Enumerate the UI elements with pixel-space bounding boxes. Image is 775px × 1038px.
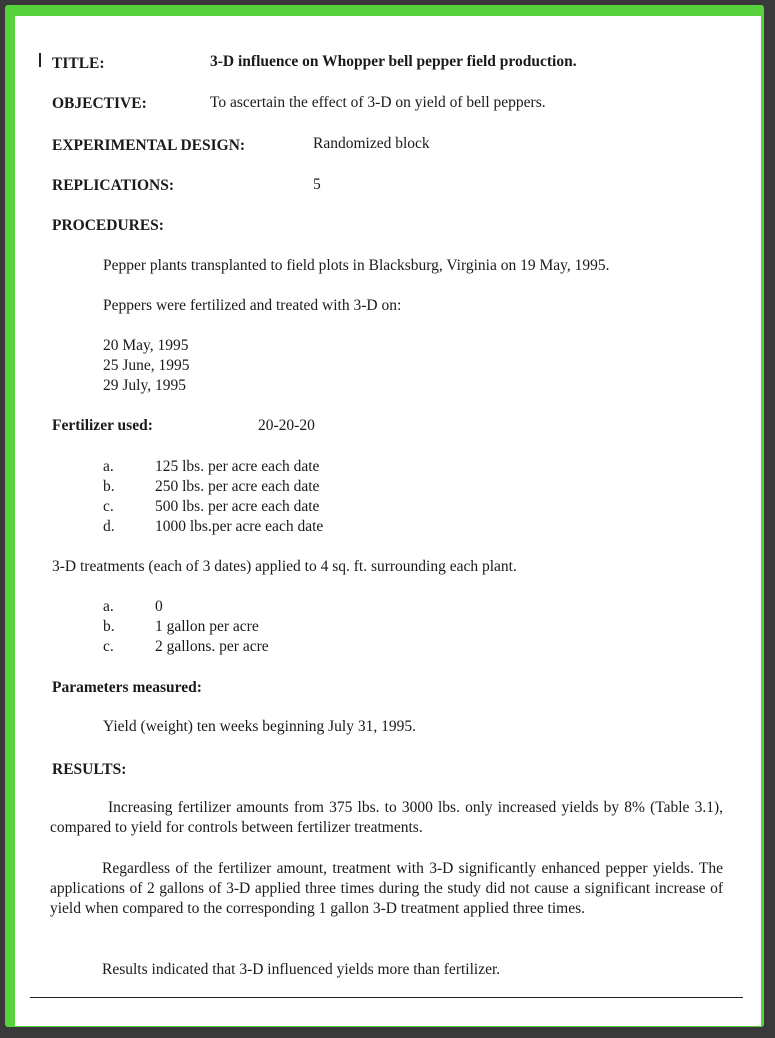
list-item: 1000 lbs.per acre each date xyxy=(155,518,324,535)
list-letter: c. xyxy=(103,498,114,515)
list-item: 2 gallons. per acre xyxy=(155,638,269,655)
list-letter: d. xyxy=(103,518,115,535)
margin-mark xyxy=(39,53,41,67)
title-label: TITLE: xyxy=(52,55,105,72)
results-conclusion: Results indicated that 3-D influenced yields more than fertilizer. xyxy=(102,961,501,978)
list-item: 500 lbs. per acre each date xyxy=(155,498,320,515)
results-paragraph: Increasing fertilizer amounts from 375 lbs. to 3000 lbs. only increased yields by 8% (Table 3.1), compared to yield for controls between fertilizer treatments. xyxy=(50,799,723,836)
list-letter: a. xyxy=(103,458,114,475)
parameters-label: Parameters measured: xyxy=(52,679,202,696)
treatment-date: 25 June, 1995 xyxy=(103,357,190,374)
list-item: 250 lbs. per acre each date xyxy=(155,478,320,495)
results-paragraph: Regardless of the fertilizer amount, treatment with 3-D significantly enhanced pepper yields. The applications of 2 gallons of 3-D applied three times during the study did not cause a significant increase of yield when compared to the corresponding 1 gallon 3-D treatment applied three times. xyxy=(50,860,723,917)
list-letter: b. xyxy=(103,618,115,635)
replications-label: REPLICATIONS: xyxy=(52,177,175,194)
procedures-heading: PROCEDURES: xyxy=(52,217,164,234)
fertilizer-label: Fertilizer used: xyxy=(52,417,153,434)
treatments-intro: 3-D treatments (each of 3 dates) applied to 4 sq. ft. surrounding each plant. xyxy=(52,558,517,575)
objective-label: OBJECTIVE: xyxy=(52,95,147,112)
bottom-divider xyxy=(30,997,743,998)
treatment-date: 29 July, 1995 xyxy=(103,377,186,394)
objective-value: To ascertain the effect of 3-D on yield of bell peppers. xyxy=(210,94,546,111)
design-value: Randomized block xyxy=(313,135,430,152)
treatment-date: 20 May, 1995 xyxy=(103,337,189,354)
parameters-text: Yield (weight) ten weeks beginning July 31, 1995. xyxy=(103,718,416,735)
document-page xyxy=(15,16,761,1026)
treated-intro: Peppers were fertilized and treated with 3-D on: xyxy=(103,297,402,314)
list-letter: b. xyxy=(103,478,115,495)
list-item: 125 lbs. per acre each date xyxy=(155,458,320,475)
fertilizer-value: 20-20-20 xyxy=(258,417,315,434)
replications-value: 5 xyxy=(313,176,321,193)
title-value: 3-D influence on Whopper bell pepper field production. xyxy=(210,53,577,70)
design-label: EXPERIMENTAL DESIGN: xyxy=(52,137,246,154)
results-heading: RESULTS: xyxy=(52,761,127,778)
list-item: 1 gallon per acre xyxy=(155,618,259,635)
list-letter: a. xyxy=(103,598,114,615)
transplant-text: Pepper plants transplanted to field plots in Blacksburg, Virginia on 19 May, 1995. xyxy=(103,257,610,274)
list-item: 0 xyxy=(155,598,163,615)
list-letter: c. xyxy=(103,638,114,655)
